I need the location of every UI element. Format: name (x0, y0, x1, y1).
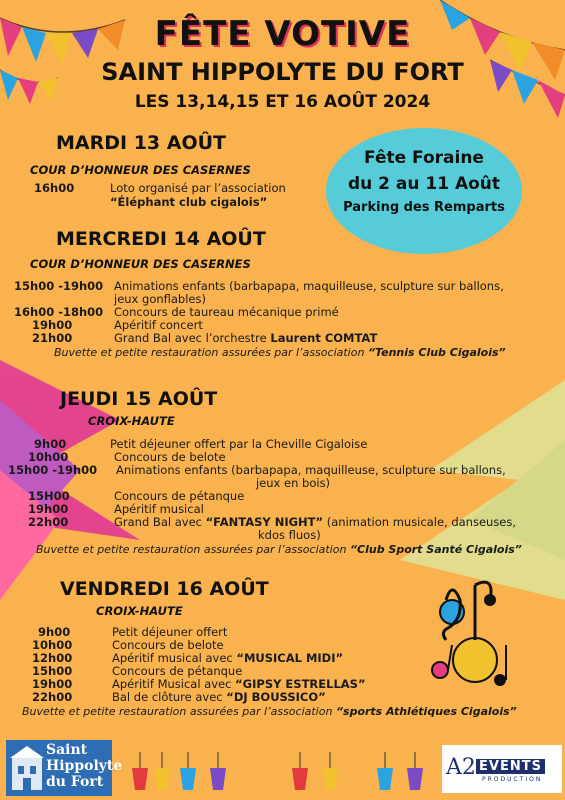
town-logo-text (46, 742, 122, 790)
buvette-text: Buvette et petite restauration assurées par l’association (22, 705, 336, 718)
buvette-association: “Club Sport Santé Cigalois” (349, 543, 522, 556)
event-time: 16h00 -18h00 (14, 305, 104, 319)
event-highlight: “FANTASY NIGHT” (205, 515, 324, 529)
event-highlight: “DJ BOUSSICO” (226, 690, 326, 704)
town-logo-line: du Fort (46, 774, 104, 790)
event-text: Apéritif musical (114, 502, 204, 516)
poster-title: FÊTE VOTIVE (154, 14, 411, 54)
town-hall-icon (10, 744, 44, 792)
event-time: 10h00 (32, 638, 73, 652)
buvette-text: Buvette et petite restauration assurées par l’association (36, 543, 350, 556)
event-highlight: Laurent COMTAT (270, 331, 378, 345)
buvette-association: “Tennis Club Cigalois” (367, 346, 506, 359)
event-time: 10h00 (28, 450, 69, 464)
town-name: SAINT HIPPOLYTE DU FORT (101, 58, 464, 86)
event-text-part: Grand Bal avec (114, 515, 206, 529)
fete-foraine-badge (326, 128, 522, 254)
event-time: 19h00 (32, 677, 73, 691)
a2-logo-name: EVENTS (476, 759, 545, 774)
day-place: CROIX-HAUTE (88, 414, 175, 428)
event-time: 12h00 (32, 651, 73, 665)
event-text: Animations enfants (barbapapa, maquilleuse, sculpture sur ballons, (116, 463, 506, 477)
event-text: Animations enfants (barbapapa, maquilleuse, sculpture sur ballons, (114, 279, 504, 293)
fete-foraine-title: Fête Foraine (364, 148, 484, 168)
event-time: 15H00 (28, 489, 70, 503)
event-text: Concours de belote (112, 638, 224, 652)
event-time: 22h00 (28, 515, 69, 529)
town-logo-line: Saint (46, 742, 88, 758)
event-time: 16h00 (34, 181, 75, 195)
town-logo (6, 740, 123, 796)
day-place: COUR D’HONNEUR DES CASERNES (30, 257, 251, 271)
event-text-part: Apéritif musical avec (112, 651, 237, 665)
event-time: 19h00 (28, 502, 69, 516)
town-logo-line: Hippolyte (46, 758, 123, 774)
event-text-cont: “Éléphant club cigalois” (110, 195, 268, 209)
event-text-part: (animation musicale, danseuses, (323, 515, 517, 529)
event-text: Petit déjeuner offert (112, 625, 228, 639)
a2-logo-mark: A2 (446, 755, 476, 780)
fete-foraine-place: Parking des Remparts (343, 200, 505, 215)
event-text (112, 691, 326, 704)
music-notes-icon (432, 582, 506, 686)
day-title: VENDREDI 16 AOÛT (60, 578, 269, 600)
event-highlight: “GIPSY ESTRELLAS” (235, 677, 366, 691)
tassel-icon (132, 752, 423, 790)
event-text: Apéritif concert (114, 318, 203, 332)
event-dates: LES 13,14,15 ET 16 AOÛT 2024 (134, 92, 431, 112)
buvette-association: “sports Athlétiques Cigalois” (335, 705, 517, 718)
event-text: Concours de belote (114, 450, 226, 464)
day-title: MERCREDI 14 AOÛT (56, 228, 266, 250)
event-time: 9h00 (38, 625, 71, 639)
event-time: 15h00 -19h00 (14, 279, 104, 293)
event-text: Petit déjeuner offert par la Cheville Cigaloise (110, 437, 368, 451)
event-text (114, 332, 377, 345)
event-time: 19h00 (32, 318, 73, 332)
a2-logo-sub: PRODUCTION (482, 776, 543, 783)
buvette-note (54, 346, 506, 359)
event-time: 21h00 (32, 331, 73, 345)
day-place: COUR D’HONNEUR DES CASERNES (30, 163, 251, 177)
event-text-part: Grand Bal avec l’orchestre (114, 331, 271, 345)
event-text-cont: jeux gonflables) (114, 292, 206, 306)
event-text: Loto organisé par l’association (110, 181, 286, 195)
buvette-text: Buvette et petite restauration assurées par l’association (54, 346, 368, 359)
a2-events-logo (442, 745, 562, 793)
event-time: 15h00 -19h00 (8, 463, 98, 477)
paint-streaks-right (400, 380, 565, 600)
event-text: Concours de pétanque (114, 489, 245, 503)
fete-foraine-dates: du 2 au 11 Août (347, 174, 501, 194)
event-text: Concours de pétanque (112, 664, 243, 678)
event-time: 15h00 (32, 664, 73, 678)
day-title: MARDI 13 AOÛT (56, 132, 226, 154)
event-time: 9h00 (34, 437, 67, 451)
day-title: JEUDI 15 AOÛT (60, 388, 218, 410)
event-text-part: Bal de clôture avec (112, 690, 227, 704)
day-place: CROIX-HAUTE (96, 604, 183, 618)
event-text-cont: jeux en bois) (256, 476, 331, 490)
event-time: 22h00 (32, 690, 73, 704)
event-text: Concours de taureau mécanique primé (114, 305, 339, 319)
buvette-note (22, 705, 517, 718)
buvette-note (36, 543, 522, 556)
event-text-cont: kdos fluos) (258, 528, 321, 542)
event-text-part: Apéritif Musical avec (112, 677, 236, 691)
event-highlight: “MUSICAL MIDI” (236, 651, 344, 665)
